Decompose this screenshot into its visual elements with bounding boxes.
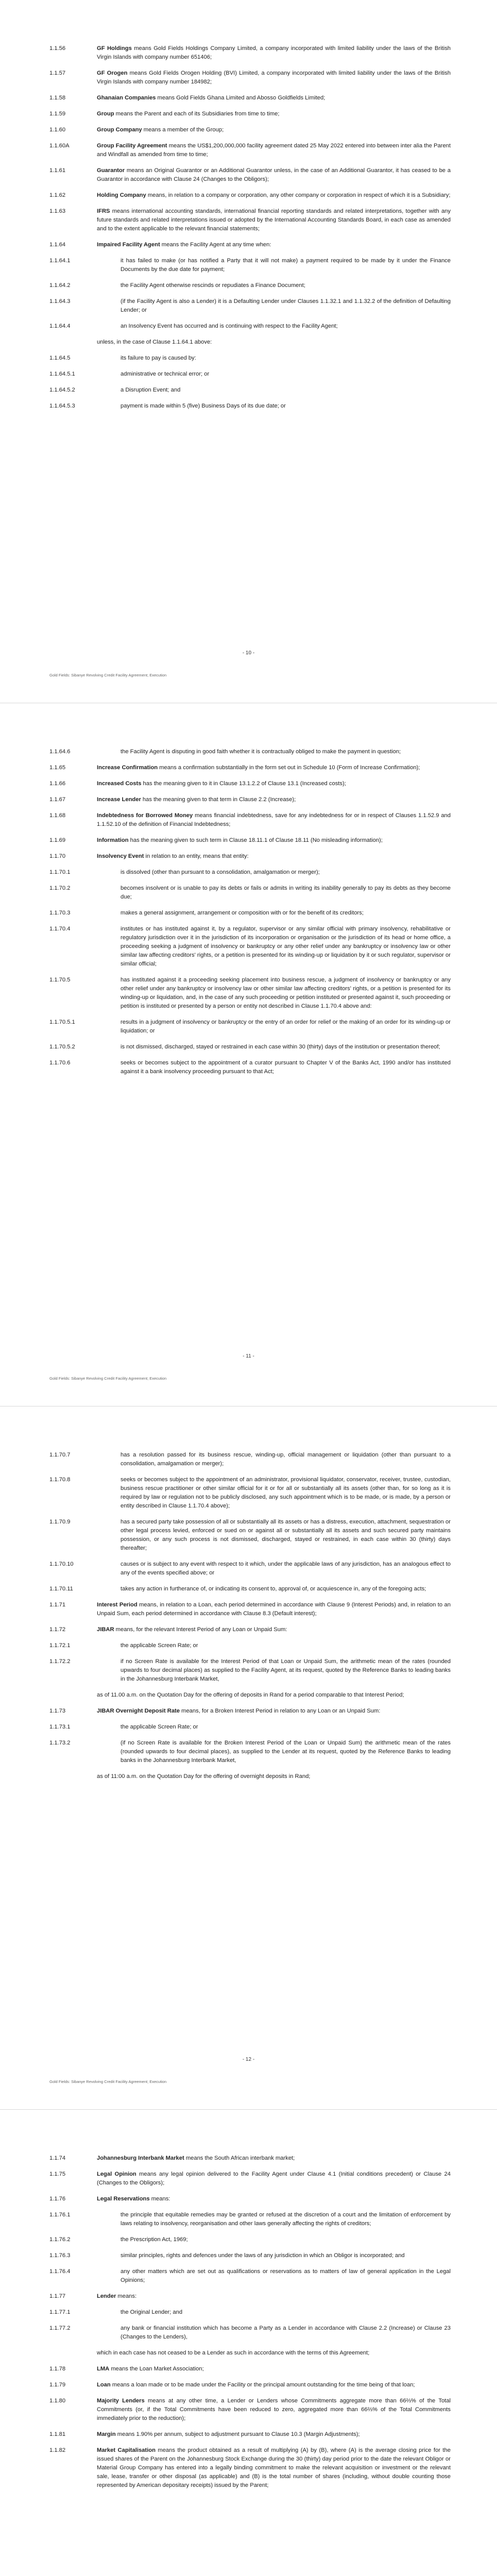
defined-term: Guarantor	[97, 167, 125, 174]
defined-term: Legal Opinion	[97, 2171, 136, 2177]
clause-number: 1.1.70.9	[49, 1519, 71, 1525]
clause-text	[97, 1739, 451, 1765]
clause-body: means the South African interbank market;	[184, 2155, 295, 2161]
clause-body: has a secured party take possession of all or substantially all its assets or has a distress, execution, attachment, sequestration or other legal process levied, enforced or sued on or against all or substantially all its assets and such secured party maintains possession, or any such process is not dismissed, discharged, stayed or restrained, in each case within 30 (thirty) days thereafter;	[121, 1519, 451, 1551]
clause-text	[97, 1601, 451, 1618]
clause-row	[49, 1018, 451, 1036]
clause-row	[49, 884, 451, 902]
clause-text	[97, 2170, 451, 2188]
clause-text	[97, 2195, 451, 2204]
clause-text	[97, 2154, 451, 2163]
clause-text	[97, 1723, 451, 1732]
clause-body: has instituted against it a proceeding seeking placement into business rescue, a judgment of insolvency or bankruptcy or any other relief under any bankruptcy or insolvency law or other similar law affecting creditors' rights, or a petition is presented for its winding-up or liquidation, and, in the case of any such proceeding or petition instituted or presented against it, such proceeding or petition is instituted or presented by a person or entity not described in Clause 1.1.70.4 above and:	[121, 977, 451, 1009]
clause-text	[97, 1641, 451, 1650]
clause-body: means 1.90% per annum, subject to adjustment pursuant to Clause 10.3 (Margin Adjustments);	[115, 2431, 360, 2437]
clause-text	[97, 1451, 451, 1468]
clause-text	[97, 868, 451, 877]
defined-term: Impaired Facility Agent	[97, 242, 160, 248]
clause-number: 1.1.70.7	[49, 1452, 71, 1458]
clause-body: makes a general assignment, arrangement or composition with or for the benefit of its creditors;	[121, 910, 364, 916]
page-footer: Gold Fields: Sibanye Revolving Credit Facility Agreement; Execution	[49, 673, 167, 677]
clause-body: becomes insolvent or is unable to pay its debts or fails or admits in writing its inability generally to pay its debts as they become due;	[121, 885, 451, 900]
clause-row	[49, 2154, 451, 2163]
clause-body: means a member of the Group;	[142, 127, 224, 133]
clause-row	[49, 338, 451, 347]
clause-text	[97, 1691, 451, 1700]
clause-text	[97, 2397, 451, 2423]
clause-text	[97, 852, 451, 861]
clause-row	[49, 2292, 451, 2301]
clause-body: means, for the relevant Interest Period of any Loan or Unpaid Sum:	[114, 1626, 287, 1633]
page-number: - 10 -	[242, 650, 255, 656]
document-page	[0, 2110, 497, 2576]
clause-number: 1.1.76.2	[49, 2236, 71, 2243]
clause-row	[49, 1043, 451, 1052]
clause-number: 1.1.77.1	[49, 2309, 71, 2315]
defined-term: JIBAR Overnight Deposit Rate	[97, 1708, 180, 1714]
clause-text	[97, 2324, 451, 2342]
clause-row	[49, 1691, 451, 1700]
clause-number: 1.1.64.6	[49, 749, 71, 755]
clause-number: 1.1.66	[49, 781, 66, 787]
clause-body: a Disruption Event; and	[121, 387, 181, 393]
clause-row	[49, 1707, 451, 1716]
clause-body: administrative or technical error; or	[121, 371, 210, 377]
clause-body: (if no Screen Rate is available for the Broken Interest Period of the Loan or Unpaid Sum) the arithmetic mean of the rates (rounded upwards to four decimal places), as supplied to the Lender at its request, quoted by the Reference Banks to leading banks in the Johannesburg Interbank Market,	[121, 1740, 451, 1764]
defined-term: Information	[97, 837, 129, 843]
clause-number: 1.1.77.2	[49, 2325, 71, 2331]
clause-row	[49, 1641, 451, 1650]
clause-body: means any legal opinion delivered to the Facility Agent under Clause 4.1 (Initial conditions precedent) or Clause 24 (Changes to the Obligors);	[97, 2171, 451, 2186]
defined-term: Johannesburg Interbank Market	[97, 2155, 184, 2161]
clause-row	[49, 110, 451, 118]
clause-body: institutes or has instituted against it, by a regulator, supervisor or any similar official with primary insolvency, rehabilitative or regulatory jurisdiction over it in the jurisdiction of its incorporation or organisation or the jurisdiction of its head or home office, a proceeding seeking a judgment of insolvency or bankruptcy or any other relief under any bankruptcy or insolvency law or other similar law affecting creditors' rights, or a petition is presented for its winding-up or liquidation by it or such regulator, supervisor or similar official;	[121, 926, 451, 967]
clause-body: the applicable Screen Rate; or	[121, 1642, 198, 1649]
clause-body: the Prescription Act, 1969;	[121, 2236, 188, 2243]
clause-number: 1.1.58	[49, 95, 66, 101]
clause-row	[49, 1772, 451, 1781]
clause-body: means:	[149, 2196, 170, 2202]
clause-body: means the Parent and each of its Subsidiaries from time to time;	[114, 111, 280, 117]
clause-text	[97, 1707, 451, 1716]
defined-term: GF Orogen	[97, 70, 128, 76]
clause-row	[49, 370, 451, 379]
clause-row	[49, 1585, 451, 1594]
clause-text	[97, 2381, 451, 2389]
clause-body: means Gold Fields Holdings Company Limited, a company incorporated with limited liability under the laws of the British Virgin Islands with company number 651406;	[97, 45, 451, 60]
clause-row	[49, 402, 451, 411]
defined-term: Interest Period	[97, 1602, 138, 1608]
clause-text	[97, 1625, 451, 1634]
clause-body: means at any other time, a Lender or Lenders whose Commitments aggregate more than 66⅔% of the Total Commitments (or, if the Total Commitments have been reduced to zero, aggregated more than 66⅔% of the Total Commitments immediately prior to the reduction);	[97, 2398, 451, 2421]
clause-text	[97, 925, 451, 969]
clause-number: 1.1.79	[49, 2382, 66, 2388]
defined-term: Group	[97, 111, 114, 117]
clause-body: it has failed to make (or has notified a Party that it will not make) a payment required to be made by it under the Finance Documents by the due date for payment;	[121, 258, 451, 273]
clause-row	[49, 2235, 451, 2244]
clause-row	[49, 1059, 451, 1076]
clause-row	[49, 281, 451, 290]
clause-number: 1.1.72.1	[49, 1642, 71, 1649]
clause-number: 1.1.59	[49, 111, 66, 117]
clause-text	[97, 94, 451, 103]
clause-body: has the meaning given to that term in Clause 2.2 (Increase);	[141, 796, 296, 803]
page-number: - 12 -	[242, 2057, 255, 2062]
clause-text	[97, 1518, 451, 1553]
clause-row	[49, 1518, 451, 1553]
clause-row	[49, 257, 451, 274]
clause-number: 1.1.70.5.2	[49, 1044, 75, 1050]
defined-term: Ghanaian Companies	[97, 95, 156, 101]
clause-row	[49, 126, 451, 134]
defined-term: Holding Company	[97, 192, 146, 198]
clause-row	[49, 748, 451, 756]
clause-text	[97, 2308, 451, 2317]
clause-number: 1.1.76	[49, 2196, 66, 2202]
clause-number: 1.1.60A	[49, 143, 70, 149]
clause-text	[97, 126, 451, 134]
clause-number: 1.1.71	[49, 1602, 66, 1608]
clause-row	[49, 1625, 451, 1634]
clause-number	[49, 1772, 97, 1781]
clause-body: means the US$1,200,000,000 facility agreement dated 25 May 2022 entered into between inter alia the Parent and Windfall as amended from time to time;	[97, 143, 451, 158]
clause-row	[49, 1451, 451, 1468]
clause-row	[49, 2324, 451, 2342]
clause-row	[49, 2365, 451, 2374]
clause-number: 1.1.73.2	[49, 1740, 71, 1746]
clause-text	[97, 1476, 451, 1511]
clause-body: is dissolved (other than pursuant to a consolidation, amalgamation or merger);	[121, 869, 320, 875]
clause-text	[97, 884, 451, 902]
clause-number: 1.1.81	[49, 2431, 66, 2437]
defined-term: Indebtedness for Borrowed Money	[97, 812, 193, 819]
defined-term: Lender	[97, 2293, 116, 2299]
clause-number: 1.1.70.3	[49, 910, 71, 916]
document-page	[0, 703, 497, 1406]
clause-number: 1.1.65	[49, 765, 66, 771]
clause-body: has the meaning given to such term in Clause 18.11.1 of Clause 18.11 (No misleading information);	[128, 837, 383, 843]
clause-text	[97, 402, 451, 411]
clause-number: 1.1.64.5.3	[49, 403, 75, 409]
document-page	[0, 1406, 497, 2110]
clause-text	[97, 976, 451, 1011]
clause-row	[49, 2267, 451, 2285]
clause-row	[49, 166, 451, 184]
clause-number: 1.1.75	[49, 2171, 66, 2177]
clause-text	[97, 281, 451, 290]
clause-row	[49, 44, 451, 62]
clause-number: 1.1.72	[49, 1626, 66, 1633]
clause-body: means:	[116, 2293, 137, 2299]
clause-row	[49, 2170, 451, 2188]
clause-body: which in each case has not ceased to be a Lender as such in accordance with the terms of this Agreement;	[97, 2350, 370, 2356]
clause-number: 1.1.64.5.1	[49, 371, 75, 377]
defined-term: Loan	[97, 2382, 111, 2388]
clause-number: 1.1.60	[49, 127, 66, 133]
clause-number: 1.1.70	[49, 853, 66, 859]
clause-row	[49, 852, 451, 861]
clause-body: similar principles, rights and defences under the laws of any jurisdiction in which an Obligor is incorporated; and	[121, 2252, 405, 2259]
clause-text	[97, 2446, 451, 2490]
clause-body: means the Facility Agent at any time when:	[160, 242, 271, 248]
clause-number: 1.1.70.5.1	[49, 1019, 75, 1025]
clause-body: as of 11:00 a.m. on the Quotation Day for the offering of overnight deposits in Rand;	[97, 1773, 311, 1780]
clause-body: takes any action in furtherance of, or indicating its consent to, approval of, or acquiescence in, any of the foregoing acts;	[121, 1586, 426, 1592]
clause-body: means, in relation to a company or corporation, any other company or corporation in respect of which it is a Subsidiary;	[146, 192, 451, 198]
clause-text	[97, 386, 451, 395]
clause-number: 1.1.70.1	[49, 869, 71, 875]
clause-text	[97, 44, 451, 62]
clause-number: 1.1.68	[49, 812, 66, 819]
defined-term: Majority Lenders	[97, 2398, 145, 2404]
clause-number	[49, 2349, 97, 2358]
clause-number: 1.1.67	[49, 796, 66, 803]
clause-number: 1.1.72.2	[49, 1658, 71, 1665]
clause-row	[49, 2397, 451, 2423]
clause-row	[49, 386, 451, 395]
clause-body: (if the Facility Agent is also a Lender) it is a Defaulting Lender under Clauses 1.1.32.1 and 1.1.32.2 of the definition of Defaulting Lender; or	[121, 298, 451, 313]
clause-body: means, for a Broken Interest Period in relation to any Loan or an Unpaid Sum:	[180, 1708, 381, 1714]
clause-number	[49, 1691, 97, 1700]
clause-row	[49, 976, 451, 1011]
clause-body: means, in relation to a Loan, each period determined in accordance with Clause 9 (Interest Periods) and, in relation to an Unpaid Sum, each period determined in accordance with Clause 8.3 (Default interest);	[97, 1602, 451, 1617]
clause-body: means the product obtained as a result of multiplying (A) by (B), where (A) is the average closing price for the issued shares of the Parent on the Johannesburg Stock Exchange during the 30 (thirty) day period prior to the date the relevant Obligor or Material Group Company has entered into a legally binding commitment to make the relevant acquisition or investment or the relevant sale, lease, transfer or other disposal (as applicable) and (B) is the total number of shares (including, without double counting those represented by American depositary receipts) issued by the Parent;	[97, 2447, 451, 2488]
clause-row	[49, 207, 451, 233]
clause-text	[97, 297, 451, 315]
clause-row	[49, 2211, 451, 2228]
clause-body: the principle that equitable remedies may be granted or refused at the discretion of a court and the limitation of enforcement by laws relating to insolvency, reorganisation and other laws generally affecting the rights of creditors;	[121, 2212, 451, 2227]
clause-number: 1.1.63	[49, 208, 66, 214]
defined-term: Legal Reservations	[97, 2196, 150, 2202]
clause-text	[97, 2430, 451, 2439]
defined-term: Market Capitalisation	[97, 2447, 156, 2453]
clause-body: means the Loan Market Association;	[109, 2366, 204, 2372]
clause-row	[49, 2430, 451, 2439]
clause-body: in relation to an entity, means that entity:	[144, 853, 249, 859]
clause-text	[97, 836, 451, 845]
clause-text	[97, 354, 451, 363]
clause-number: 1.1.64.1	[49, 258, 71, 264]
clause-number: 1.1.70.5	[49, 977, 71, 983]
clause-text	[97, 748, 451, 756]
clause-number: 1.1.70.4	[49, 926, 71, 932]
clause-text	[97, 2235, 451, 2244]
clause-number: 1.1.64.4	[49, 323, 71, 329]
clause-number: 1.1.61	[49, 167, 66, 174]
clause-row	[49, 2349, 451, 2358]
clause-row	[49, 1657, 451, 1684]
defined-term: LMA	[97, 2366, 110, 2372]
clause-row	[49, 297, 451, 315]
defined-term: Insolvency Event	[97, 853, 144, 859]
clause-text	[97, 2267, 451, 2285]
clause-text	[97, 764, 451, 772]
clause-number: 1.1.64.2	[49, 282, 71, 289]
clause-number: 1.1.69	[49, 837, 66, 843]
clause-body: the Original Lender; and	[121, 2309, 183, 2315]
clause-text	[97, 795, 451, 804]
clause-text	[97, 322, 451, 331]
page-footer: Gold Fields: Sibanye Revolving Credit Facility Agreement; Execution	[49, 2079, 167, 2084]
clause-row	[49, 836, 451, 845]
clause-number: 1.1.70.11	[49, 1586, 73, 1592]
defined-term: Group Company	[97, 127, 142, 133]
clause-row	[49, 191, 451, 200]
clause-body: has a resolution passed for its business rescue, winding-up, official management or liquidation (other than pursuant to a consolidation, amalgamation or merger);	[121, 1452, 451, 1467]
clause-text	[97, 779, 451, 788]
clause-row	[49, 909, 451, 918]
clause-body: means a confirmation substantially in the form set out in Schedule 10 (Form of Increase Confirmation);	[158, 765, 420, 771]
clause-number: 1.1.64	[49, 242, 66, 248]
clause-number: 1.1.73	[49, 1708, 66, 1714]
clause-number: 1.1.70.2	[49, 885, 71, 891]
clause-row	[49, 354, 451, 363]
clause-row	[49, 764, 451, 772]
document-page	[0, 0, 497, 703]
clause-number: 1.1.73.1	[49, 1724, 71, 1730]
clause-text	[97, 338, 451, 347]
clause-row	[49, 2195, 451, 2204]
clause-row	[49, 69, 451, 87]
clause-body: means a loan made or to be made under the Facility or the principal amount outstanding for the time being of that loan;	[110, 2382, 415, 2388]
clause-row	[49, 1560, 451, 1578]
clause-number: 1.1.57	[49, 70, 66, 76]
defined-term: Increased Costs	[97, 781, 142, 787]
clause-text	[97, 1657, 451, 1684]
clause-row	[49, 1476, 451, 1511]
clause-row	[49, 94, 451, 103]
clause-text	[97, 1772, 451, 1781]
clause-row	[49, 795, 451, 804]
clause-body: causes or is subject to any event with respect to it which, under the applicable laws of any jurisdiction, has an analogous effect to any of the events specified above; or	[121, 1561, 451, 1576]
clause-row	[49, 2381, 451, 2389]
clause-text	[97, 207, 451, 233]
clause-number: 1.1.74	[49, 2155, 66, 2161]
clause-body: has the meaning given to it in Clause 13.1.2.2 of Clause 13.1 (Increased costs);	[141, 781, 346, 787]
clause-body: results in a judgment of insolvency or bankruptcy or the entry of an order for relief or the making of an order for its winding-up or liquidation; or	[121, 1019, 451, 1034]
clause-body: seeks or becomes subject to the appointment of a curator pursuant to Chapter V of the Banks Act, 1990 and/or has instituted against it a bank insolvency proceeding pursuant to that Act;	[121, 1060, 451, 1075]
clause-body: if no Screen Rate is available for the Interest Period of that Loan or Unpaid Sum, the arithmetic mean of the rates (rounded upwards to four decimal places) as supplied to the Facility Agent, at its request, quoted by the Reference Banks to leading banks in the Johannesburg Interbank Market,	[121, 1658, 451, 1682]
clause-body: payment is made within 5 (five) Business Days of its due date; or	[121, 403, 286, 409]
clause-row	[49, 2446, 451, 2490]
defined-term: Increase Lender	[97, 796, 141, 803]
clause-body: the Facility Agent is disputing in good faith whether it is contractually obliged to make the payment in question;	[121, 749, 401, 755]
clause-body: the applicable Screen Rate; or	[121, 1724, 198, 1730]
clause-number: 1.1.77	[49, 2293, 66, 2299]
clause-number: 1.1.64.5.2	[49, 387, 75, 393]
clause-number: 1.1.76.3	[49, 2252, 71, 2259]
clause-body: its failure to pay is caused by:	[121, 355, 196, 361]
clause-row	[49, 1601, 451, 1618]
clause-text	[97, 1059, 451, 1076]
clause-body: an Insolvency Event has occurred and is continuing with respect to the Facility Agent;	[121, 323, 338, 329]
clause-number: 1.1.62	[49, 192, 66, 198]
clause-number: 1.1.70.6	[49, 1060, 71, 1066]
clause-number: 1.1.70.8	[49, 1477, 71, 1483]
defined-term: Group Facility Agreement	[97, 143, 167, 149]
clause-number: 1.1.82	[49, 2447, 66, 2453]
clause-number: 1.1.64.3	[49, 298, 71, 304]
page-number: - 11 -	[243, 1353, 254, 1359]
clause-number: 1.1.76.1	[49, 2212, 71, 2218]
clause-body: any bank or financial institution which has become a Party as a Lender in accordance with Clause 2.2 (Increase) or Clause 23 (Changes to the Lenders),	[121, 2325, 451, 2340]
defined-term: Margin	[97, 2431, 116, 2437]
clause-text	[97, 241, 451, 249]
clause-text	[97, 1018, 451, 1036]
clause-row	[49, 811, 451, 829]
clause-number: 1.1.56	[49, 45, 66, 52]
defined-term: Increase Confirmation	[97, 765, 158, 771]
clause-row	[49, 1739, 451, 1765]
clause-text	[97, 257, 451, 274]
clause-text	[97, 2365, 451, 2374]
clause-body: means international accounting standards, international financial reporting standards and related interpretations, together with any future standards and related interpretations issued or adopted by the International Accounting Standards Board, in each case as amended and to the extent applicable to the relevant financial statements;	[97, 208, 451, 232]
page-footer: Gold Fields: Sibanye Revolving Credit Facility Agreement; Execution	[49, 1376, 167, 1381]
clause-body: is not dismissed, discharged, stayed or restrained in each case within 30 (thirty) days of the institution or presentation thereof;	[121, 1044, 440, 1050]
clause-number: 1.1.76.4	[49, 2268, 71, 2275]
defined-term: GF Holdings	[97, 45, 132, 52]
clause-row	[49, 1723, 451, 1732]
clause-text	[97, 142, 451, 159]
clause-row	[49, 779, 451, 788]
clause-text	[97, 1043, 451, 1052]
defined-term: JIBAR	[97, 1626, 114, 1633]
clause-text	[97, 370, 451, 379]
clause-body: as of 11.00 a.m. on the Quotation Day for the offering of deposits in Rand for a period comparable to that Interest Period;	[97, 1692, 404, 1698]
clause-body: seeks or becomes subject to the appointment of an administrator, provisional liquidator, conservator, receiver, trustee, custodian, business rescue practitioner or other similar official for it or for all or substantially all its assets (other than, for so long as it is required by law or regulation not to be publicly disclosed, any such appointment which is to be made, or is made, by a person or entity described in Clause 1.1.70.4 above);	[121, 1477, 451, 1509]
clause-text	[97, 166, 451, 184]
clause-text	[97, 2349, 451, 2358]
clause-text	[97, 1560, 451, 1578]
clause-body: means Gold Fields Orogen Holding (BVI) Limited, a company incorporated with limited liability under the laws of the British Virgin Islands with company number 184982;	[97, 70, 451, 85]
clause-number: 1.1.78	[49, 2366, 66, 2372]
clause-number: 1.1.80	[49, 2398, 66, 2404]
clause-row	[49, 2308, 451, 2317]
clause-body: any other matters which are set out as qualifications or reservations as to matters of law of general application in the Legal Opinions;	[121, 2268, 451, 2283]
clause-text	[97, 191, 451, 200]
clause-text	[97, 811, 451, 829]
clause-number: 1.1.70.10	[49, 1561, 74, 1567]
defined-term: IFRS	[97, 208, 110, 214]
clause-body: means financial indebtedness, save for any indebtedness for or in respect of Clauses 1.1.52.9 and 1.1.52.10 of the definition of Financial Indebtedness;	[97, 812, 451, 827]
clause-row	[49, 2251, 451, 2260]
clause-row	[49, 322, 451, 331]
clause-text	[97, 1585, 451, 1594]
clause-row	[49, 925, 451, 969]
clause-text	[97, 110, 451, 118]
clause-number	[49, 338, 97, 347]
clause-row	[49, 241, 451, 249]
clause-text	[97, 2251, 451, 2260]
clause-text	[97, 2211, 451, 2228]
clause-text	[97, 909, 451, 918]
clause-body: the Facility Agent otherwise rescinds or repudiates a Finance Document;	[121, 282, 305, 289]
clause-body: means an Original Guarantor or an Additional Guarantor unless, in the case of an Additional Guarantor, it has ceased to be a Guarantor in accordance with Clause 24 (Changes to the Obligors);	[97, 167, 451, 182]
clause-row	[49, 142, 451, 159]
clause-text	[97, 2292, 451, 2301]
clause-row	[49, 868, 451, 877]
clause-text	[97, 69, 451, 87]
clause-number: 1.1.64.5	[49, 355, 71, 361]
clause-body: unless, in the case of Clause 1.1.64.1 above:	[97, 339, 212, 345]
clause-body: means Gold Fields Ghana Limited and Abosso Goldfields Limited;	[156, 95, 325, 101]
